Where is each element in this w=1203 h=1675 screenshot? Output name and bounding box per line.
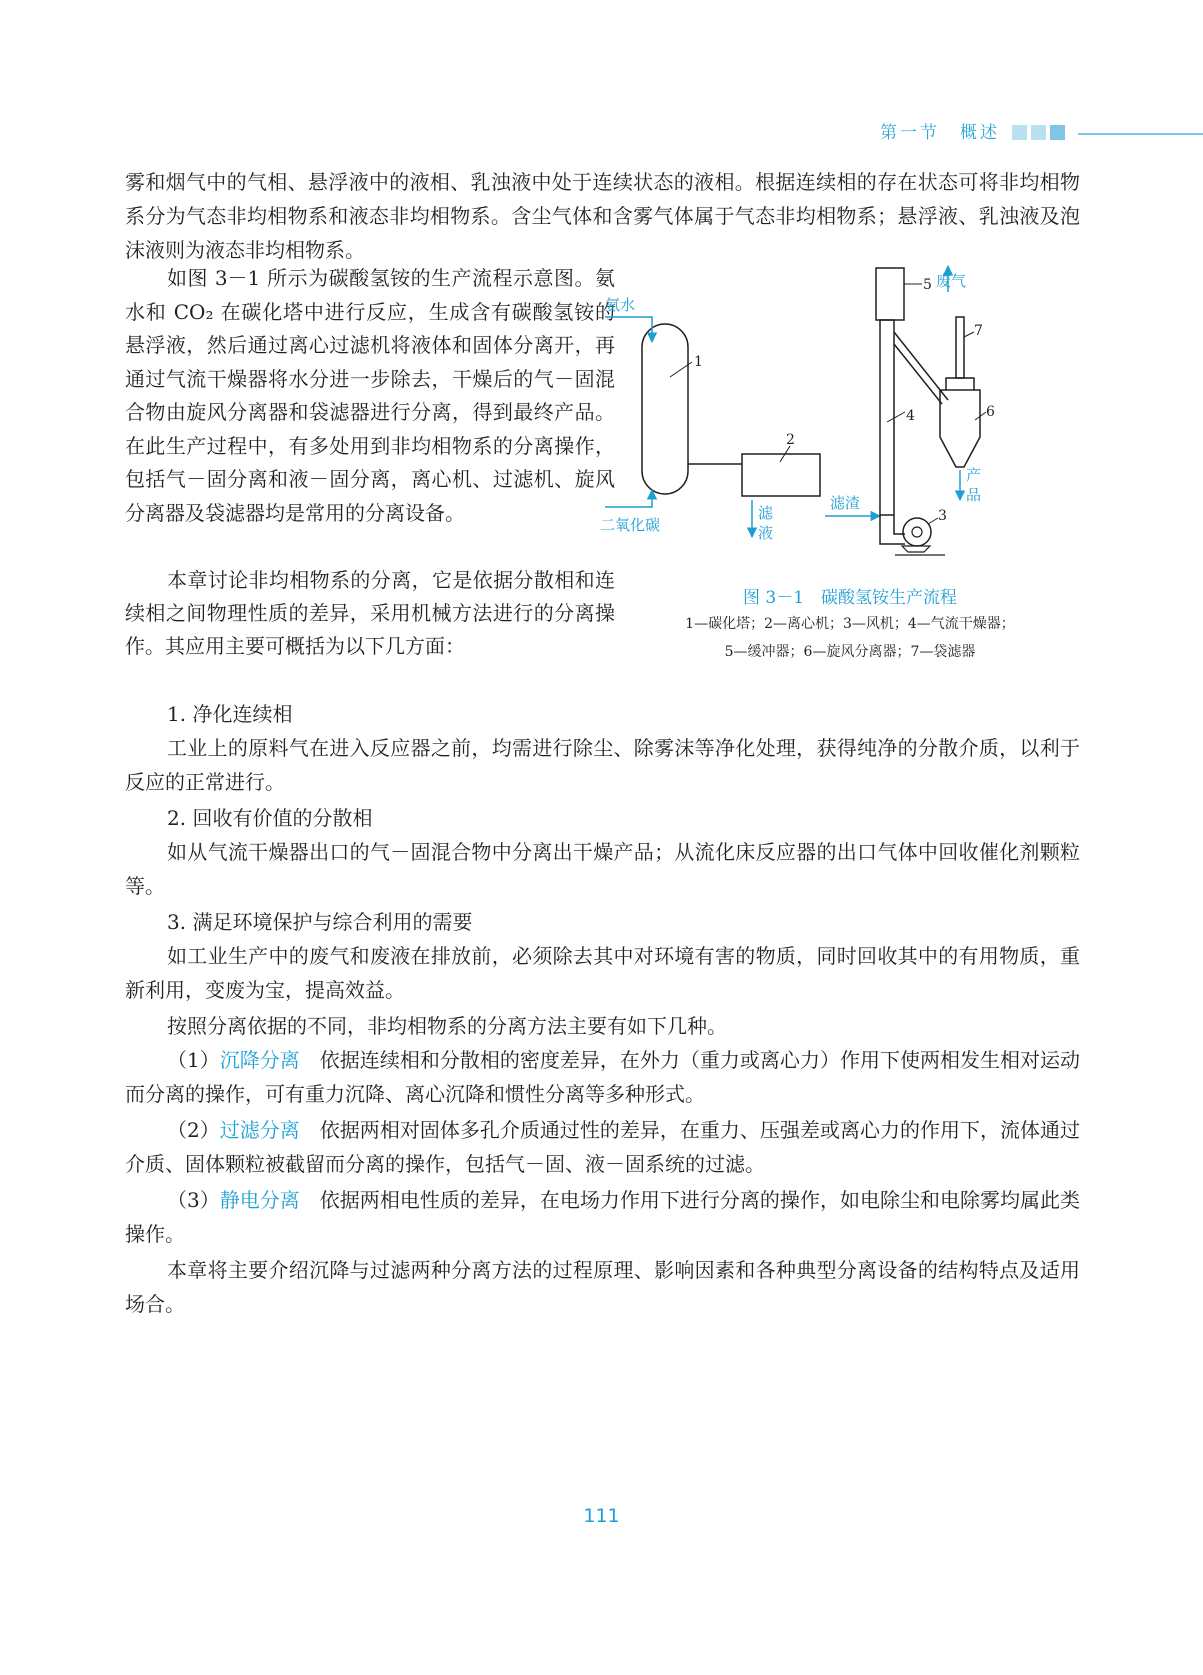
item2-title: 2. 回收有价值的分散相 — [167, 806, 373, 830]
label-n3: 3 — [938, 508, 947, 524]
paragraph-figure-intro: 如图 3－1 所示为碳酸氢铵的生产流程示意图。氨水和 CO₂ 在碳化塔中进行反应，生成含有碳酸氢铵的悬浮液，然后通过离心过滤机将液体和固体分离开，再通过气流干燥器将水分进一步除去，干燥后的气－固混合物由旋风分离器和袋滤器进行分离，得到最终产品。在此生产过程中，有多处用到非均相物系的分离操作，包括气－固分离和液－固分离，离心机、过滤机、旋风分离器及袋滤器均是常用的分离设备。 — [125, 266, 615, 525]
fan — [903, 518, 931, 546]
method3-term: 静电分离 — [219, 1188, 300, 1212]
method1-number: （1） — [167, 1048, 220, 1072]
figure-legend-line2: 5—缓冲器；6—旋风分离器；7—袋滤器 — [724, 644, 976, 660]
item2-text: 如从气流干燥器出口的气－固混合物中分离出干燥产品；从流化床反应器的出口气体中回收催化剂颗粒等。 — [125, 840, 1080, 898]
paragraph-intro: 雾和烟气中的气相、悬浮液中的液相、乳浊液中处于连续状态的液相。根据连续相的存在状态可将非均相物系分为气态非均相物系和液态非均相物系。含尘气体和含雾气体属于气态非均相物系；悬浮液、乳浊液及泡沫液则为液态非均相物系。 — [125, 170, 1080, 262]
buffer-vessel — [876, 268, 904, 320]
label-n1: 1 — [694, 354, 703, 370]
running-header — [880, 118, 1065, 143]
cyclone-shoulder — [946, 378, 974, 390]
item1-text: 工业上的原料气在进入反应器之前，均需进行除尘、除雾沫等净化处理，获得纯净的分散介质，以利于反应的正常进行。 — [125, 736, 1080, 794]
dryer-to-fan-pipe — [880, 515, 905, 544]
leader-3 — [928, 518, 938, 524]
method3 — [125, 1183, 1080, 1251]
page-number: 111 — [583, 1505, 620, 1527]
method2-text: 依据两相对固体多孔介质通过性的差异，在重力、压强差或离心力的作用下，流体通过介质、固体颗粒被截留而分离的操作，包括气－固、液－固系统的过滤。 — [125, 1118, 1081, 1176]
leader-4 — [887, 412, 905, 422]
header-rule — [1078, 133, 1203, 135]
label-exhaust: 废气 — [936, 272, 967, 290]
fan-hub — [912, 527, 922, 537]
airflow-dryer — [880, 320, 894, 515]
figure-legend-line1: 1—碳化塔；2—离心机；3—风机；4—气流干燥器； — [685, 616, 1015, 632]
label-product-1: 产 — [966, 466, 982, 484]
label-filtrate-1: 滤 — [758, 504, 774, 522]
method3-number: （3） — [167, 1188, 220, 1212]
header-square-icon — [1031, 125, 1046, 140]
item3-title: 3. 满足环境保护与综合利用的需要 — [167, 910, 473, 934]
leader-7 — [964, 332, 974, 337]
label-ammonia: 氨水 — [605, 296, 636, 314]
method2-number: （2） — [167, 1118, 220, 1142]
label-co2: 二氧化碳 — [600, 516, 661, 534]
label-residue: 滤渣 — [830, 494, 861, 512]
methods-intro: 按照分离依据的不同，非均相物系的分离方法主要有如下几种。 — [167, 1014, 727, 1038]
label-product-2: 品 — [966, 486, 982, 504]
label-n4: 4 — [906, 408, 915, 424]
conclusion: 本章将主要介绍沉降与过滤两种分离方法的过程原理、影响因素和各种典型分离设备的结构特点及适用场合。 — [125, 1258, 1080, 1316]
fan-base — [902, 546, 930, 552]
label-filtrate-2: 液 — [758, 524, 774, 542]
paragraph-chapter-intro: 本章讨论非均相物系的分离，它是依据分散相和连续相之间物理性质的差异，采用机械方法进行的分离操作。其应用主要可概括为以下几方面： — [125, 568, 615, 658]
label-n6: 6 — [986, 404, 995, 420]
label-n2: 2 — [786, 432, 795, 448]
item1-title: 1. 净化连续相 — [167, 702, 293, 726]
carbonation-tower — [642, 324, 688, 494]
method2 — [125, 1113, 1080, 1181]
method1-term: 沉降分离 — [219, 1048, 300, 1072]
figure-caption: 图 3－1 碳酸氢铵生产流程 — [742, 588, 958, 608]
header-square-icon — [1050, 125, 1065, 140]
label-n7: 7 — [974, 323, 983, 339]
method1 — [125, 1043, 1080, 1111]
section-label: 第一节 概述 — [880, 123, 1000, 143]
item3-text: 如工业生产中的废气和废液在排放前，必须除去其中对环境有害的物质，同时回收其中的有用物质，重新利用，变废为宝，提高效益。 — [125, 944, 1080, 1002]
method2-term: 过滤分离 — [219, 1118, 300, 1142]
header-square-icon — [1012, 125, 1027, 140]
bag-filter — [956, 317, 964, 378]
method3-text: 依据两相电性质的差异，在电场力作用下进行分离的操作，如电除尘和电除雾均属此类操作。 — [125, 1188, 1081, 1246]
cyclone-separator — [940, 390, 980, 467]
method1-text: 依据连续相和分散相的密度差异，在外力（重力或离心力）作用下使两相发生相对运动而分离的操作，可有重力沉降、离心沉降和惯性分离等多种形式。 — [125, 1048, 1081, 1106]
label-n5: 5 — [923, 277, 932, 293]
